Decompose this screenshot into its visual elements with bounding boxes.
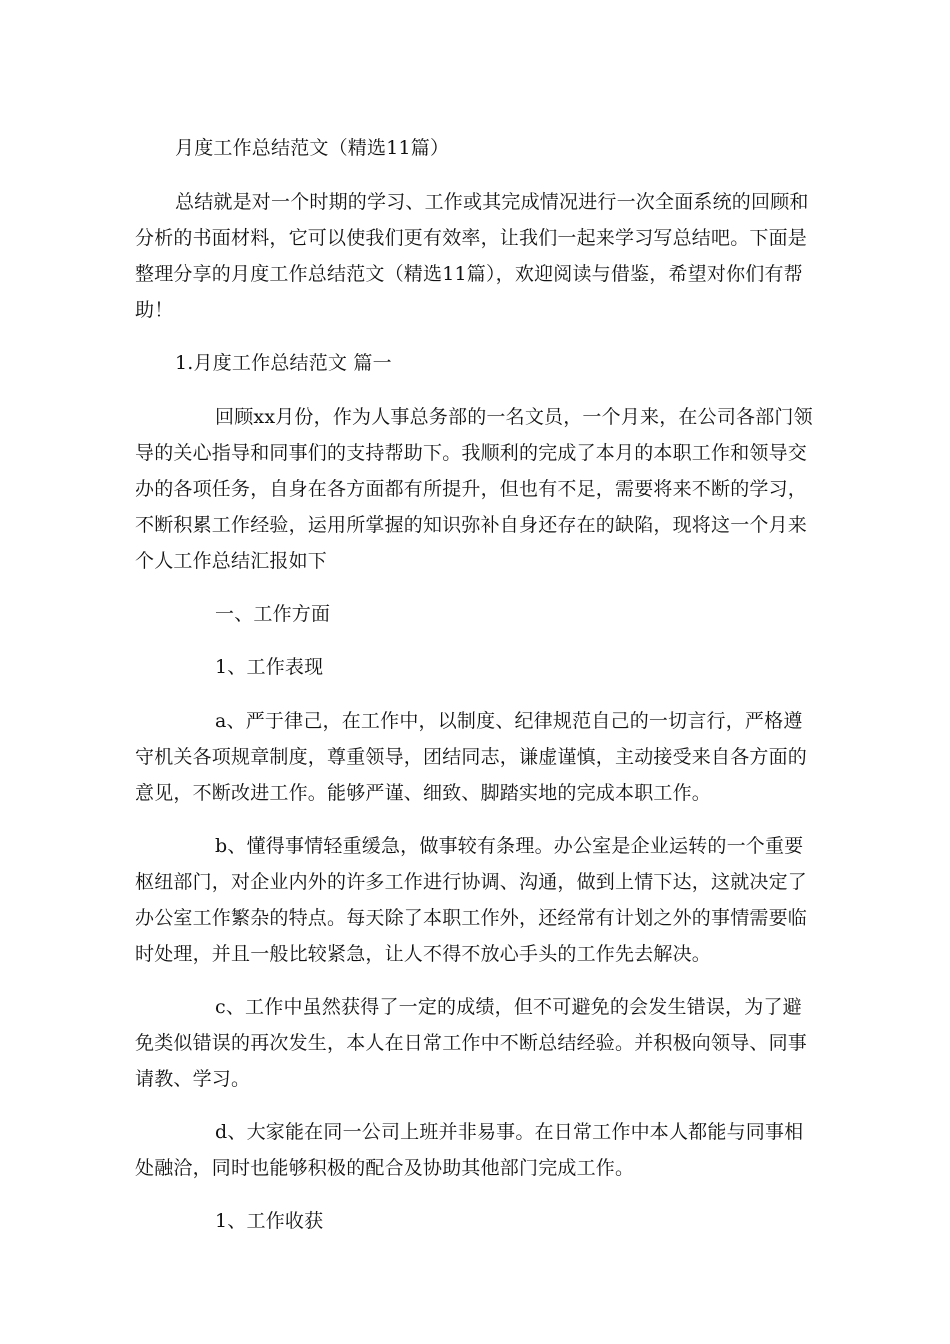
item-b-line-2: 枢纽部门，对企业内外的许多工作进行协调、沟通，做到上情下达，这就决定了 — [135, 871, 808, 893]
intro-line-4: 助！ — [135, 299, 174, 321]
item-d-line-1: d、大家能在同一公司上班并非易事。在日常工作中本人都能与同事相 — [215, 1121, 804, 1143]
item-d-line-2: 处融洽，同时也能够积极的配合及协助其他部门完成工作。 — [135, 1157, 635, 1179]
item-b-line-3: 办公室工作繁杂的特点。每天除了本职工作外，还经常有计划之外的事情需要临 — [135, 907, 808, 929]
document-title: 月度工作总结范文（精选11篇） — [175, 137, 450, 159]
para1-line-4: 不断积累工作经验，运用所掌握的知识弥补自身还存在的缺陷，现将这一个月来 — [135, 514, 808, 536]
heading-work: 一、工作方面 — [215, 603, 331, 625]
para1-line-5: 个人工作总结汇报如下 — [135, 550, 328, 572]
para1-line-3: 办的各项任务，自身在各方面都有所提升，但也有不足，需要将来不断的学习， — [135, 478, 808, 500]
intro-line-1: 总结就是对一个时期的学习、工作或其完成情况进行一次全面系统的回顾和 — [175, 191, 809, 213]
para1-line-2: 导的关心指导和同事们的支持帮助下。我顺利的完成了本月的本职工作和领导交 — [135, 442, 808, 464]
item-a-line-3: 意见，不断改进工作。能够严谨、细致、脚踏实地的完成本职工作。 — [135, 782, 712, 804]
heading-performance: 1、工作表现 — [215, 656, 324, 678]
item-a-line-1: a、严于律己，在工作中，以制度、纪律规范自己的一切言行，严格遵 — [215, 710, 803, 732]
item-a-line-2: 守机关各项规章制度，尊重领导，团结同志，谦虚谨慎，主动接受来自各方面的 — [135, 746, 808, 768]
item-b-line-1: b、懂得事情轻重缓急，做事较有条理。办公室是企业运转的一个重要 — [215, 835, 804, 857]
heading-gains: 1、工作收获 — [215, 1210, 324, 1232]
intro-line-3: 整理分享的月度工作总结范文（精选11篇），欢迎阅读与借鉴，希望对你们有帮 — [135, 263, 803, 285]
item-b-line-4: 时处理，并且一般比较紧急，让人不得不放心手头的工作先去解决。 — [135, 943, 712, 965]
section-heading-1: 1.月度工作总结范文 篇一 — [175, 352, 392, 374]
item-c-line-1: c、工作中虽然获得了一定的成绩，但不可避免的会发生错误，为了避 — [215, 996, 802, 1018]
item-c-line-3: 请教、学习。 — [135, 1068, 251, 1090]
para1-line-1: 回顾xx月份，作为人事总务部的一名文员，一个月来，在公司各部门领 — [215, 406, 813, 428]
intro-line-2: 分析的书面材料，它可以使我们更有效率，让我们一起来学习写总结吧。下面是 — [135, 227, 808, 249]
item-c-line-2: 免类似错误的再次发生，本人在日常工作中不断总结经验。并积极向领导、同事 — [135, 1032, 808, 1054]
